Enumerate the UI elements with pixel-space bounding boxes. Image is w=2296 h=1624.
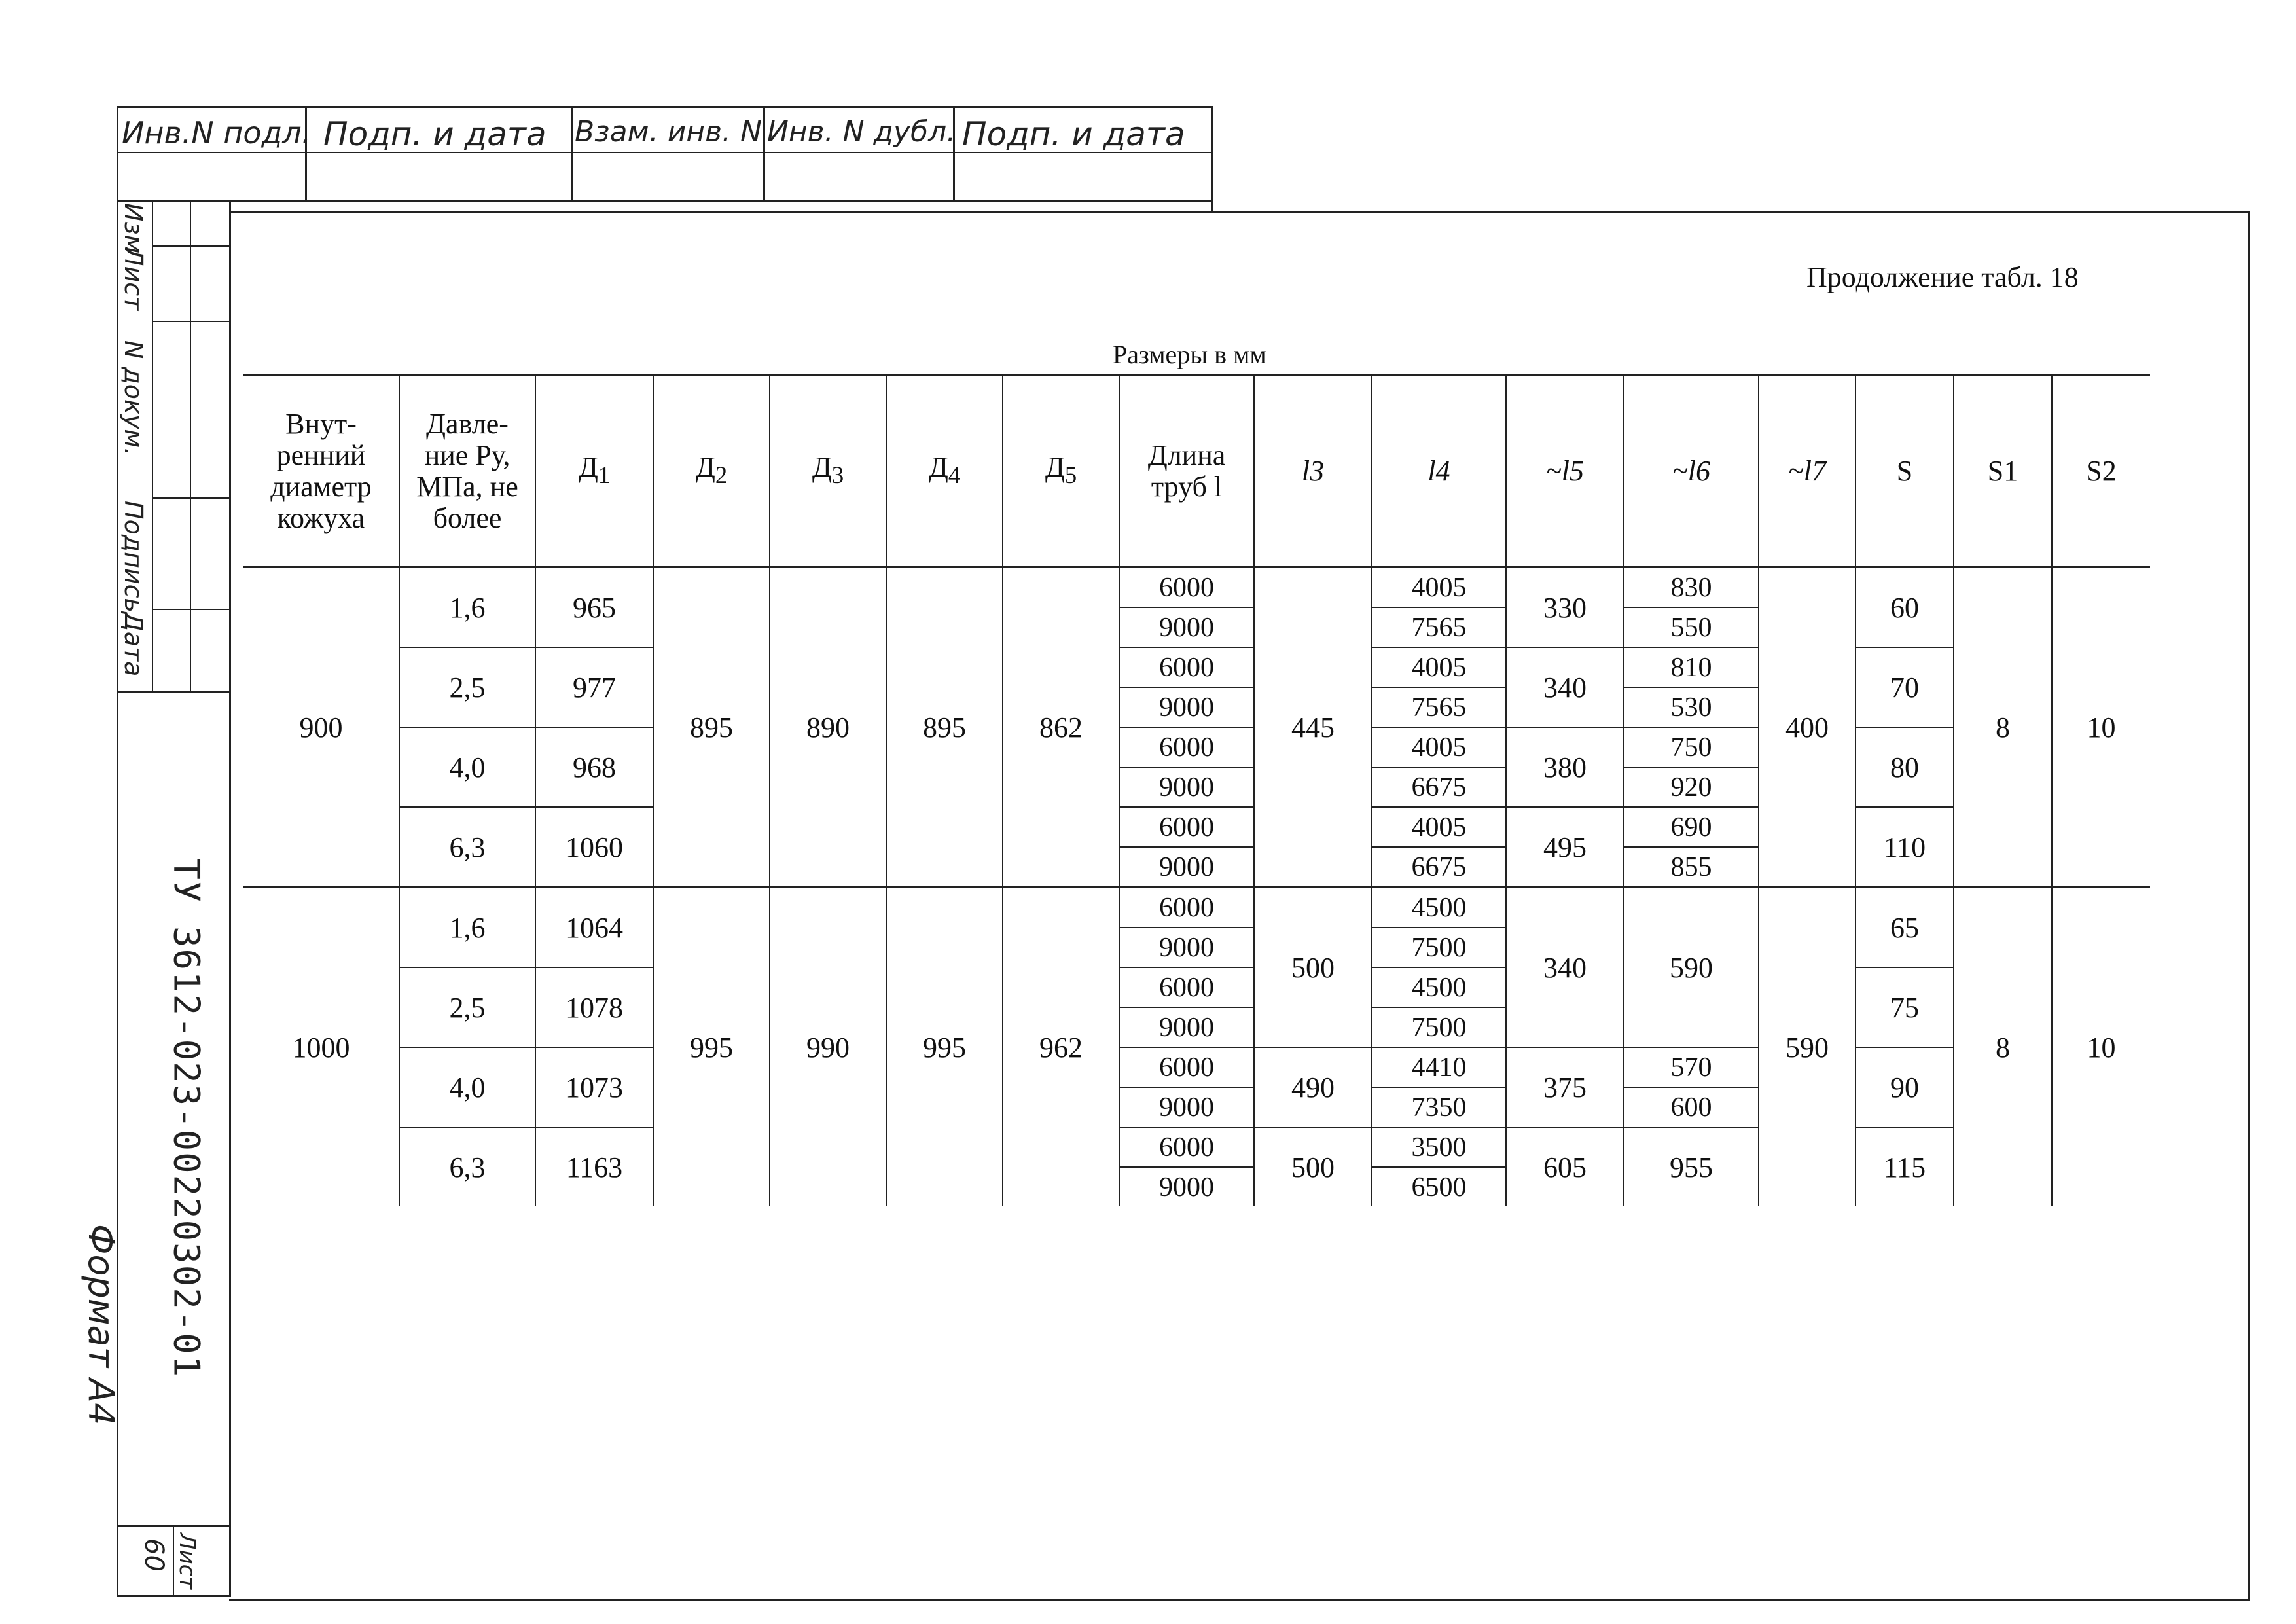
cell-l4: 7500: [1372, 928, 1506, 967]
cell-s: 70: [1856, 647, 1954, 727]
cell-l6: 690: [1624, 807, 1759, 847]
continuation-title: Продолжение табл. 18: [1806, 261, 2079, 293]
cell-l4: 7350: [1372, 1087, 1506, 1127]
cell-length: 6000: [1119, 1047, 1254, 1087]
cell-length: 9000: [1119, 1167, 1254, 1206]
block-1000: [243, 888, 2150, 1207]
cell-l4: 4410: [1372, 1047, 1506, 1087]
cell-d3: 990: [770, 888, 886, 1207]
cell-l6: 830: [1624, 568, 1759, 608]
cell-l3: 500: [1254, 888, 1372, 1048]
cell-l5: 340: [1506, 888, 1624, 1048]
sheet-number: 60: [139, 1538, 169, 1572]
col-inner-diameter: Внут-ренний диаметр кожуха: [243, 376, 399, 568]
cell-d1: 1073: [535, 1047, 653, 1127]
col-l5: ~l5: [1506, 376, 1624, 568]
cell-l5: 605: [1506, 1127, 1624, 1206]
col-pressure: Давле-ние Ру, МПа, не более: [399, 376, 535, 568]
table-row: [243, 647, 2150, 687]
cell-l6: 920: [1624, 767, 1759, 807]
cell-diameter: 900: [243, 568, 399, 888]
cell-l4: 7565: [1372, 607, 1506, 647]
table-header-row: [243, 376, 2150, 568]
side-doc-no: N докум.: [119, 340, 148, 456]
units-caption: Размеры в мм: [1113, 340, 1266, 369]
cell-d4: 995: [886, 888, 1003, 1207]
table-row: [243, 1127, 2150, 1167]
table-row: [243, 807, 2150, 847]
cell-pressure: 1,6: [399, 568, 535, 648]
table-row: [243, 1047, 2150, 1087]
cell-l4: 4005: [1372, 807, 1506, 847]
dimensions-table: [243, 374, 2150, 1206]
stamp-inv-dupl: Инв. N дубл.: [767, 115, 956, 149]
cell-s: 65: [1856, 888, 1954, 968]
cell-l6: 955: [1624, 1127, 1759, 1206]
col-s1: S1: [1954, 376, 2052, 568]
col-l7: ~l7: [1759, 376, 1856, 568]
cell-s: 110: [1856, 807, 1954, 888]
col-d4: $Д_4$: [886, 376, 1003, 568]
doc-code: ТУ 3612-023-00220302-01: [166, 858, 207, 1379]
cell-l4: 6675: [1372, 847, 1506, 888]
cell-l5: 340: [1506, 647, 1624, 727]
cell-length: 9000: [1119, 1007, 1254, 1047]
side-date: Дата: [119, 612, 148, 677]
cell-s: 75: [1856, 967, 1954, 1047]
cell-d4: 895: [886, 568, 1003, 888]
cell-pressure: 2,5: [399, 967, 535, 1047]
cell-l4: 4005: [1372, 727, 1506, 767]
cell-length: 9000: [1119, 767, 1254, 807]
cell-l6: 550: [1624, 607, 1759, 647]
col-tube-length: Длина труб l: [1119, 376, 1254, 568]
cell-l6: 855: [1624, 847, 1759, 888]
table-row: [243, 967, 2150, 1007]
cell-l4: 7565: [1372, 687, 1506, 727]
cell-d1: 1078: [535, 967, 653, 1047]
col-d1: $Д_1$: [535, 376, 653, 568]
cell-length: 6000: [1119, 727, 1254, 767]
cell-length: 6000: [1119, 1127, 1254, 1167]
cell-l4: 4500: [1372, 967, 1506, 1007]
cell-l4: 4005: [1372, 568, 1506, 608]
cell-l4: 6675: [1372, 767, 1506, 807]
col-s: S: [1856, 376, 1954, 568]
cell-length: 6000: [1119, 807, 1254, 847]
cell-diameter: 1000: [243, 888, 399, 1207]
cell-d5: 862: [1003, 568, 1119, 888]
cell-d1: 1060: [535, 807, 653, 888]
cell-pressure: 1,6: [399, 888, 535, 968]
cell-d5: 962: [1003, 888, 1119, 1207]
cell-s: 115: [1856, 1127, 1954, 1206]
cell-l4: 4005: [1372, 647, 1506, 687]
cell-d1: 977: [535, 647, 653, 727]
cell-pressure: 4,0: [399, 1047, 535, 1127]
cell-l6: 530: [1624, 687, 1759, 727]
col-d2: $Д_2$: [653, 376, 770, 568]
cell-l5: 380: [1506, 727, 1624, 807]
cell-l6: 600: [1624, 1087, 1759, 1127]
cell-s: 80: [1856, 727, 1954, 807]
cell-l3: 500: [1254, 1127, 1372, 1206]
table-row: [243, 888, 2150, 928]
cell-l6: 810: [1624, 647, 1759, 687]
cell-l6: 750: [1624, 727, 1759, 767]
cell-l4: 6500: [1372, 1167, 1506, 1206]
cell-d2: 995: [653, 888, 770, 1207]
cell-d3: 890: [770, 568, 886, 888]
cell-pressure: 4,0: [399, 727, 535, 807]
cell-s2: 10: [2052, 568, 2150, 888]
cell-length: 6000: [1119, 568, 1254, 608]
cell-l4: 4500: [1372, 888, 1506, 928]
cell-pressure: 6,3: [399, 807, 535, 888]
cell-l6: 590: [1624, 888, 1759, 1048]
col-d3: $Д_3$: [770, 376, 886, 568]
side-sheet: Лист: [119, 247, 148, 311]
table-row: [243, 568, 2150, 608]
cell-d1: 968: [535, 727, 653, 807]
cell-length: 9000: [1119, 847, 1254, 888]
cell-s: 60: [1856, 568, 1954, 648]
sheet-label: Лист: [174, 1533, 200, 1590]
cell-pressure: 6,3: [399, 1127, 535, 1206]
col-l3: l3: [1254, 376, 1372, 568]
cell-l7: 400: [1759, 568, 1856, 888]
cell-l4: 7500: [1372, 1007, 1506, 1047]
col-l4: l4: [1372, 376, 1506, 568]
stamp-inv-orig: Инв.N подл.: [122, 115, 312, 151]
cell-d1: 965: [535, 568, 653, 648]
cell-s2: 10: [2052, 888, 2150, 1207]
cell-s1: 8: [1954, 568, 2052, 888]
table-row: [243, 727, 2150, 767]
cell-d2: 895: [653, 568, 770, 888]
cell-d1: 1064: [535, 888, 653, 968]
side-rev: Изм: [119, 203, 148, 254]
col-s2: S2: [2052, 376, 2150, 568]
format-label: Формат А4: [81, 1224, 122, 1426]
stamp-replaced-inv: Взам. инв. N: [575, 115, 762, 149]
cell-length: 9000: [1119, 928, 1254, 967]
col-d5: $Д_5$: [1003, 376, 1119, 568]
cell-length: 9000: [1119, 607, 1254, 647]
cell-length: 6000: [1119, 967, 1254, 1007]
cell-l4: 3500: [1372, 1127, 1506, 1167]
stamp-sign-date-2: Подп. и дата: [962, 115, 1185, 153]
cell-l3: 490: [1254, 1047, 1372, 1127]
col-l6: ~l6: [1624, 376, 1759, 568]
cell-length: 6000: [1119, 888, 1254, 928]
side-signature: Подпись: [119, 501, 148, 613]
cell-pressure: 2,5: [399, 647, 535, 727]
cell-d1: 1163: [535, 1127, 653, 1206]
cell-l5: 495: [1506, 807, 1624, 888]
block-900: [243, 568, 2150, 888]
cell-l3: 445: [1254, 568, 1372, 888]
cell-length: 9000: [1119, 687, 1254, 727]
cell-l7: 590: [1759, 888, 1856, 1207]
cell-l5: 375: [1506, 1047, 1624, 1127]
cell-length: 6000: [1119, 647, 1254, 687]
stamp-sign-date-1: Подп. и дата: [323, 115, 547, 153]
cell-l6: 570: [1624, 1047, 1759, 1087]
cell-s1: 8: [1954, 888, 2052, 1207]
cell-length: 9000: [1119, 1087, 1254, 1127]
cell-l5: 330: [1506, 568, 1624, 648]
cell-s: 90: [1856, 1047, 1954, 1127]
